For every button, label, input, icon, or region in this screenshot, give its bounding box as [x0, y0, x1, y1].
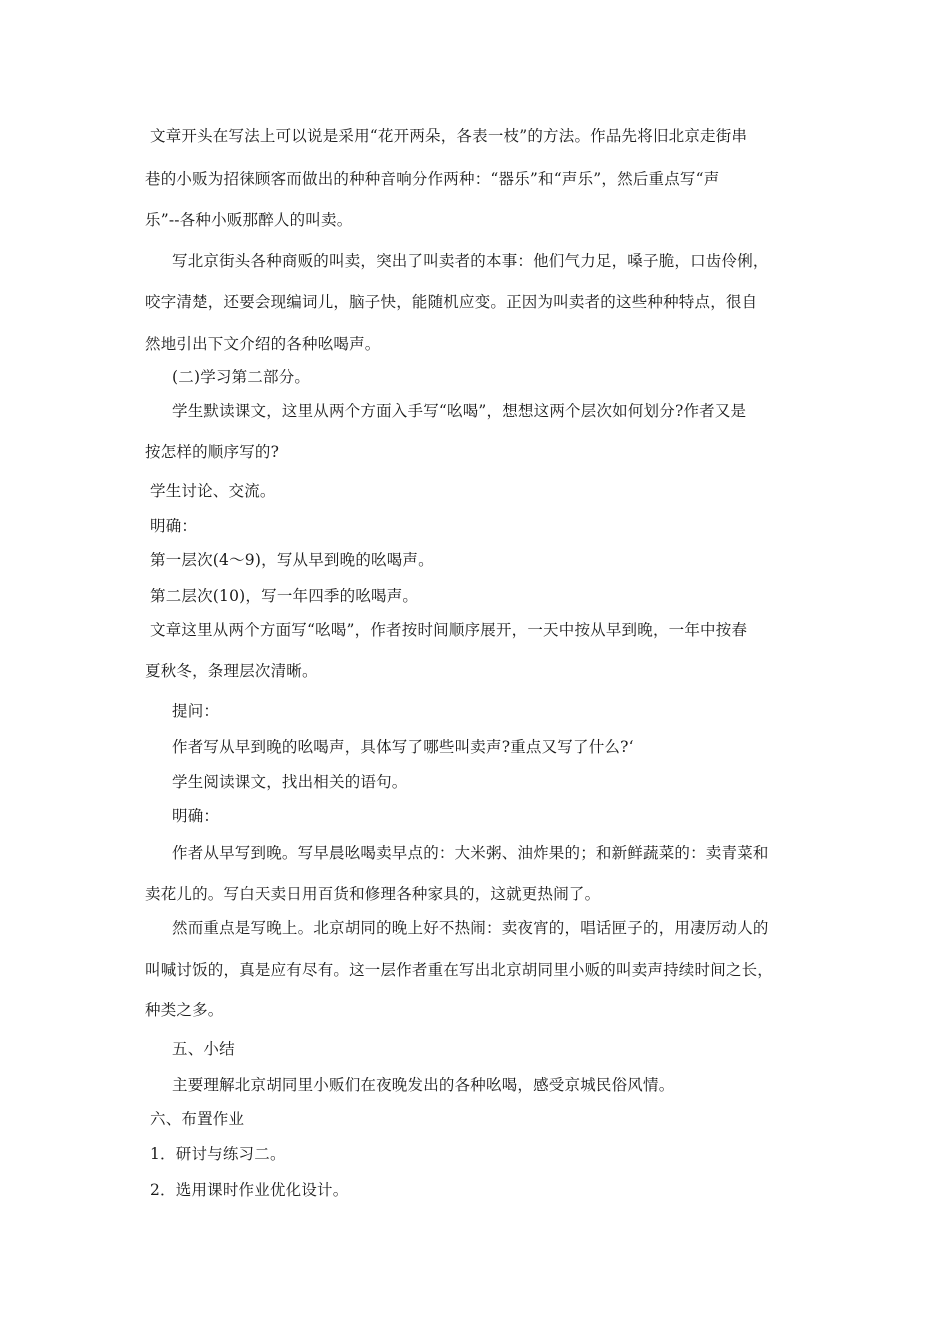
text-line: 然地引出下文介绍的各种吆喝声。	[145, 335, 381, 353]
text-line: 第二层次(10)，写一年四季的吆喝声。	[150, 587, 419, 605]
text-line: 按怎样的顺序写的?	[145, 443, 280, 461]
text-line: 第一层次(4～9)，写从早到晚的吆喝声。	[150, 551, 434, 569]
text-line: 作者写从早到晚的吆喝声，具体写了哪些叫卖声?重点又写了什么?‘	[172, 738, 634, 756]
section-heading: 六、布置作业	[150, 1110, 245, 1128]
text-line: 作者从早写到晚。写早晨吆喝卖早点的：大米粥、油炸果的；和新鲜蔬菜的：卖青菜和	[172, 844, 769, 862]
text-line: 学生默读课文，这里从两个方面入手写“吆喝”，想想这两个层次如何划分?作者又是	[172, 402, 747, 420]
text-line: 夏秋冬，条理层次清晰。	[145, 662, 318, 680]
text-line: 明确：	[150, 517, 198, 535]
text-line: 学生阅读课文，找出相关的语句。	[172, 773, 408, 791]
text-line: 然而重点是写晚上。北京胡同的晚上好不热闹：卖夜宵的，唱话匣子的，用凄厉动人的	[172, 919, 769, 937]
text-line: 种类之多。	[145, 1001, 224, 1019]
text-line: 文章开头在写法上可以说是采用“花开两朵，各表一枝”的方法。作品先将旧北京走街串	[150, 127, 748, 145]
text-line: 乐”--各种小贩那醉人的叫卖。	[145, 211, 353, 229]
list-item: 1．研讨与练习二。	[150, 1145, 286, 1163]
text-line: 巷的小贩为招徕顾客而做出的种种音响分作两种：“器乐”和“声乐”，然后重点写“声	[145, 170, 720, 188]
text-line: 主要理解北京胡同里小贩们在夜晚发出的各种吆喝，感受京城民俗风情。	[172, 1076, 675, 1094]
section-heading: 五、小结	[172, 1040, 235, 1058]
text-line: 卖花儿的。写白天卖日用百货和修理各种家具的，这就更热闹了。	[145, 885, 601, 903]
list-item: 2．选用课时作业优化设计。	[150, 1181, 349, 1199]
text-line: 明确：	[172, 807, 220, 825]
text-line: 写北京街头各种商贩的叫卖，突出了叫卖者的本事：他们气力足，嗓子脆，口齿伶俐，	[172, 252, 769, 270]
text-line: 文章这里从两个方面写“吆喝”，作者按时间顺序展开，一天中按从早到晚，一年中按春	[150, 621, 748, 639]
text-line: 学生讨论、交流。	[150, 482, 276, 500]
text-line: 提问：	[172, 702, 220, 720]
section-heading: (二)学习第二部分。	[172, 368, 311, 386]
text-line: 叫喊讨饭的，真是应有尽有。这一层作者重在写出北京胡同里小贩的叫卖声持续时间之长，	[145, 961, 774, 979]
text-line: 咬字清楚，还要会现编词儿，脑子快，能随机应变。正因为叫卖者的这些种种特点，很自	[145, 293, 758, 311]
